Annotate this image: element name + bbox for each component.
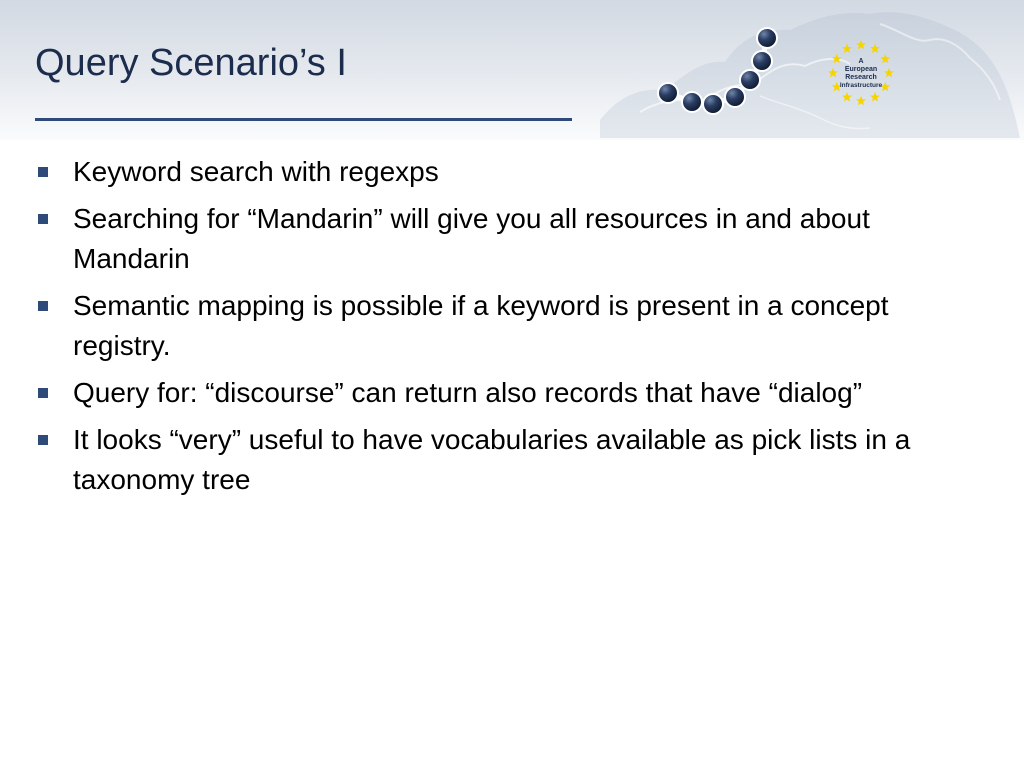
- square-bullet-icon: [38, 167, 48, 177]
- page-title: Query Scenario’s I: [35, 42, 347, 84]
- list-item: [35, 420, 985, 500]
- square-bullet-icon: [38, 435, 48, 445]
- list-item: [35, 152, 985, 192]
- bullet-text: Searching for “Mandarin” will give you all resources in and about Mandarin: [73, 203, 870, 274]
- logo-line-infrastructure: Infrastructure: [839, 82, 883, 89]
- bullet-text: It looks “very” useful to have vocabularies available as pick lists in a taxonomy tree: [73, 424, 911, 495]
- list-item: [35, 199, 985, 279]
- europe-map-icon: [560, 0, 1024, 140]
- square-bullet-icon: [38, 388, 48, 398]
- list-item: [35, 373, 985, 413]
- bullet-list: [35, 152, 985, 507]
- list-item: [35, 286, 985, 366]
- bullet-text: Keyword search with regexps: [73, 156, 439, 187]
- logo-line-european: European: [844, 66, 878, 73]
- square-bullet-icon: [38, 214, 48, 224]
- title-underline: [35, 118, 572, 121]
- logo-line-a: A: [858, 58, 864, 65]
- square-bullet-icon: [38, 301, 48, 311]
- bullet-text: Semantic mapping is possible if a keyword is present in a concept registry.: [73, 290, 889, 361]
- bullet-text: Query for: “discourse” can return also records that have “dialog”: [73, 377, 863, 408]
- logo-line-research: Research: [845, 74, 877, 81]
